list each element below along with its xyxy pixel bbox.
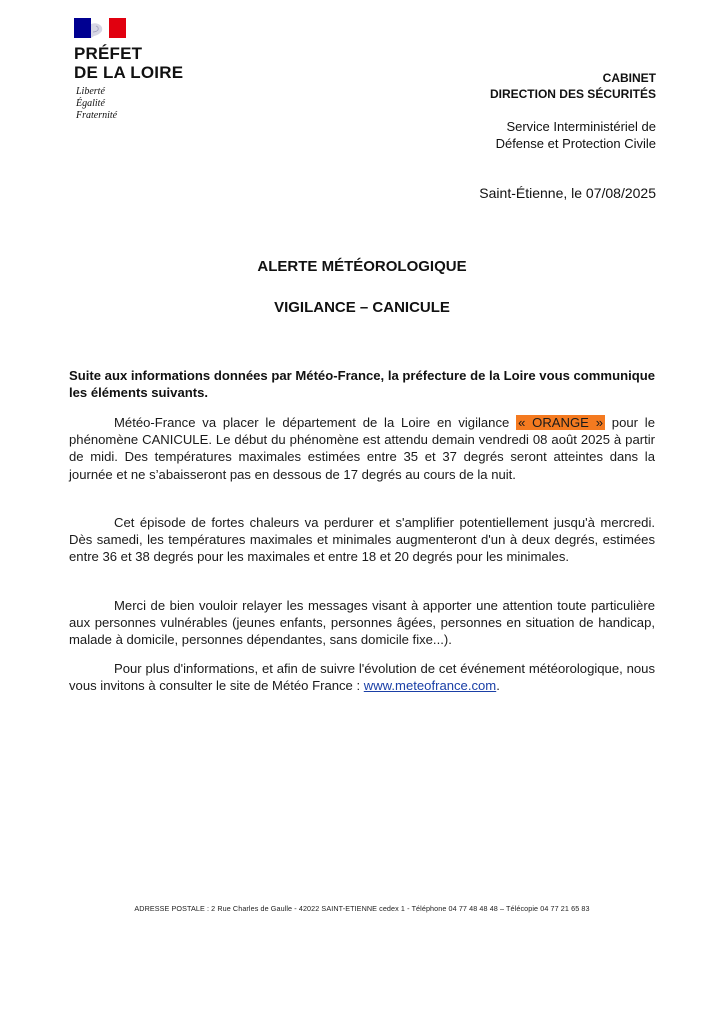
prefecture-line-1: PRÉFET [74, 44, 143, 63]
cabinet-label: CABINET [602, 71, 656, 85]
motto-liberte: Liberté [76, 86, 105, 97]
orange-vigilance-badge: « ORANGE » [518, 415, 603, 430]
postal-address-footer: ADRESSE POSTALE : 2 Rue Charles de Gaulle - 42022 SAINT-ETIENNE cedex 1 - Téléphone 04 77 48 48 48 – Télécopie 04 77 21 65 83 [134, 904, 590, 913]
paragraph-more-info [69, 660, 655, 694]
vigilance-title: VIGILANCE – CANICULE [274, 299, 450, 316]
p1-text-before: Météo-France va placer le département de la Loire en vigilance [114, 415, 517, 430]
cabinet-block [490, 70, 656, 102]
place-date: Saint-Étienne, le 07/08/2025 [479, 185, 656, 201]
prefecture-name [74, 44, 183, 82]
prefecture-line-2: DE LA LOIRE [74, 63, 184, 82]
service-line-1: Service Interministériel de [506, 119, 656, 134]
p4-text-after: . [496, 678, 500, 694]
p4-text-before: Pour plus d'informations, et afin de suivre l'évolution de cet événement météorologique, nous vous invitons à consulter le site de Météo France : [69, 661, 655, 694]
motto-egalite: Égalité [76, 98, 105, 109]
meteofrance-link[interactable]: www.meteofrance.com [363, 678, 497, 694]
marianne-flag-logo [74, 18, 126, 38]
direction-label: DIRECTION DES SÉCURITÉS [489, 87, 656, 101]
paragraph-vulnerable: Merci de bien vouloir relayer les messages visant à apporter une attention toute particulière aux personnes vulnérables (jeunes enfants, personnes âgées, personnes en situation de handicap, malade à domicile, personnes dépendantes, sans domicile fixe...). [69, 598, 655, 648]
paragraph-episode: Cet épisode de fortes chaleurs va perdurer et s'amplifier potentiellement jusqu'à mercredi. Dès samedi, les températures maximales et minimales augmenteront d'un à deux degrés, estimées entre 36 et 38 degrés pour les maximales et entre 18 et 20 degrés pour les minimales. [69, 515, 655, 565]
motto-fraternite: Fraternité [76, 110, 118, 121]
service-line-2: Défense et Protection Civile [495, 136, 656, 151]
p1-text-after: pour le phénomène CANICULE. Le début du phénomène est attendu demain vendredi 08 août 2025 à partir de midi. Des températures maximales estimées entre 35 et 37 degrés seront atteintes dans la journée et ne s’abaisseront pas en dessous de 17 degrés au cours de la nuit. [69, 415, 655, 482]
republic-motto [76, 86, 117, 122]
alert-title: ALERTE MÉTÉOROLOGIQUE [257, 258, 467, 275]
paragraph-vigilance [69, 414, 655, 483]
service-block [496, 118, 656, 152]
intro-paragraph: Suite aux informations données par Météo-France, la préfecture de la Loire vous communique les éléments suivants. [69, 368, 655, 401]
